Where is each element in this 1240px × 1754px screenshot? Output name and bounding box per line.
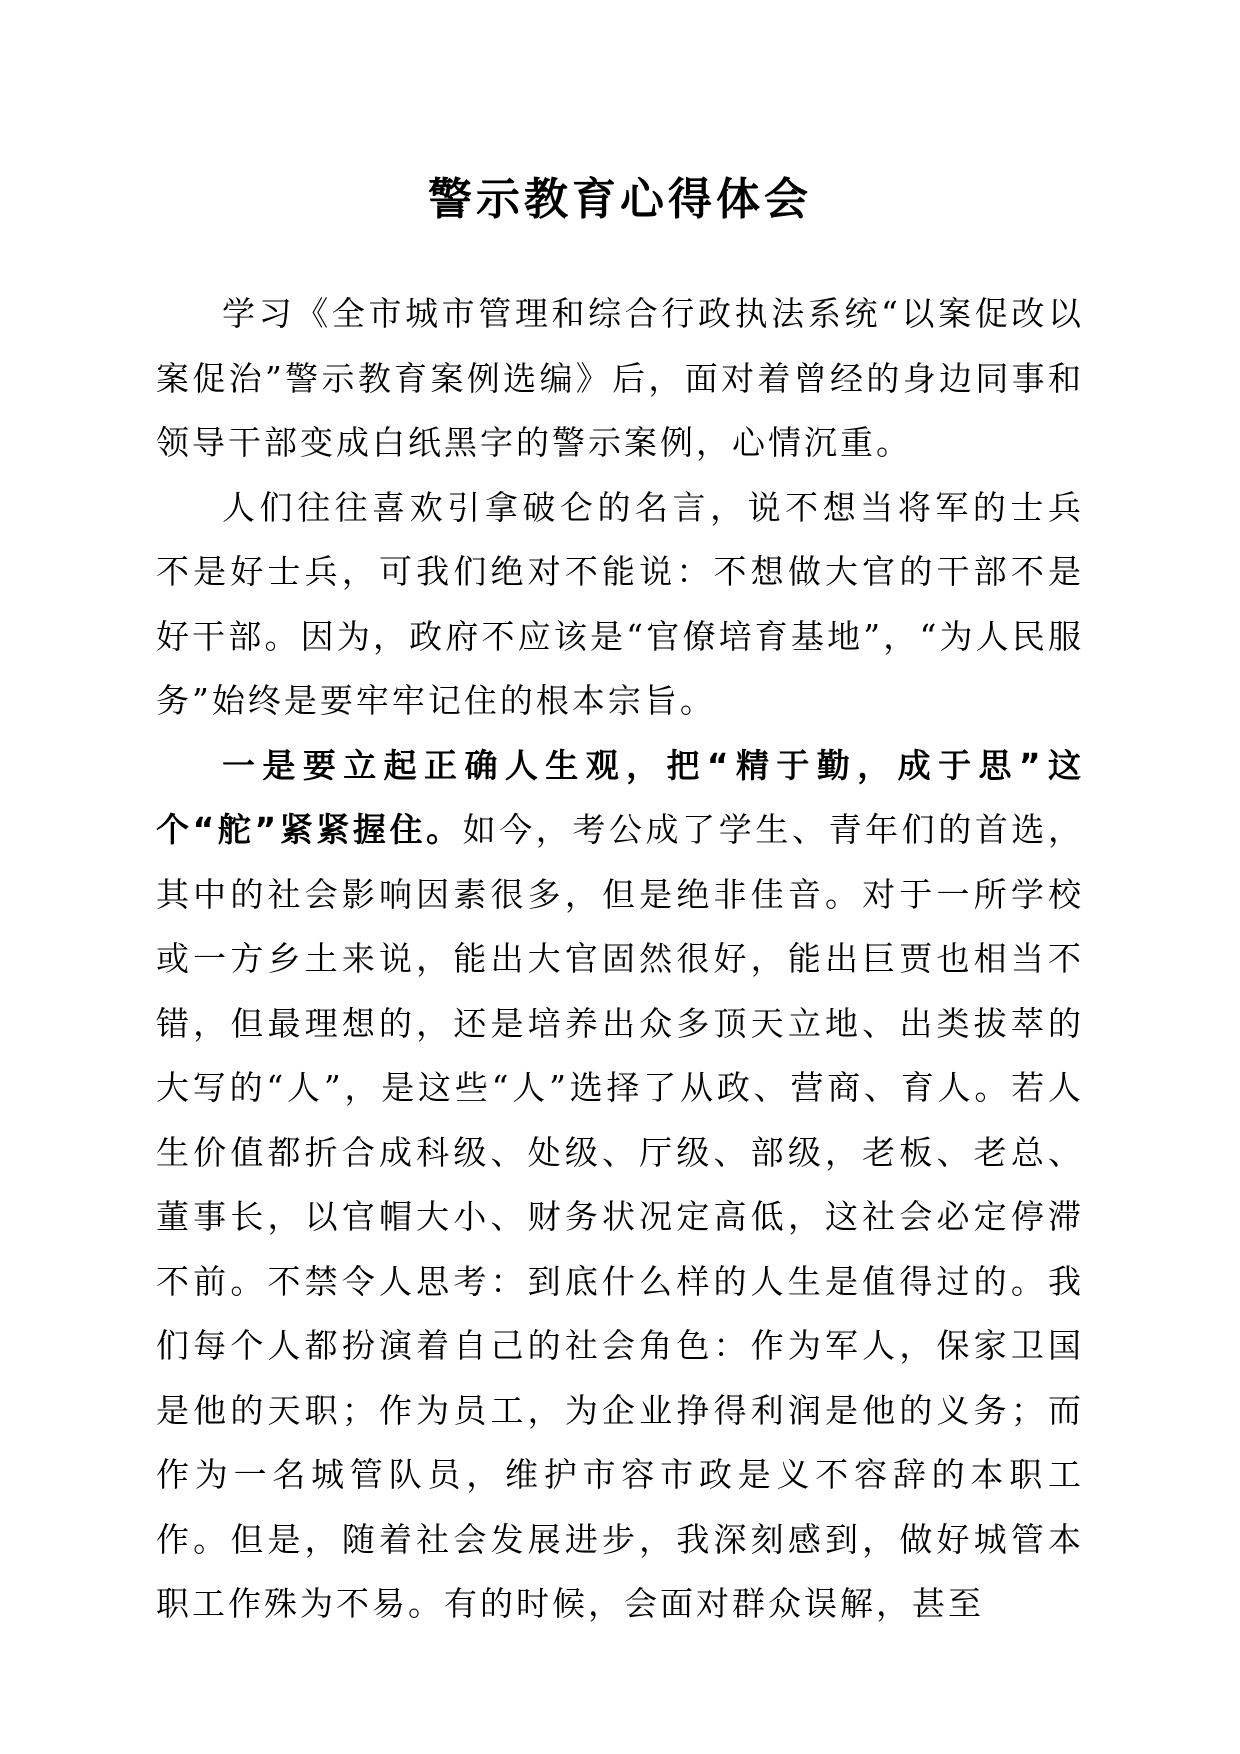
paragraph-intro	[156, 282, 1084, 476]
paragraph-napoleon	[156, 476, 1084, 734]
paragraph-lead-heading: 一是要立起正确人生观，把“精于勤，成于思”这个“舵”紧紧握住。	[156, 745, 1084, 849]
document-page	[156, 170, 1084, 1637]
document-title: 警示教育心得体会	[428, 174, 812, 225]
paragraph-point-one	[156, 734, 1084, 1637]
paragraph-text: 人们往往喜欢引拿破仑的名言，说不想当将军的士兵不是好士兵，可我们绝对不能说：不想做大官的干部不是好干部。因为，政府不应该是“官僚培育基地”，“为人民服务”始终是要牢牢记住的根本宗旨。	[156, 487, 1084, 720]
paragraph-text: 如今，考公成了学生、青年们的首选，其中的社会影响因素很多，但是绝非佳音。对于一所学校或一方乡土来说，能出大官固然很好，能出巨贾也相当不错，但最理想的，还是培养出众多顶天立地、出类拔萃的大写的“人”，是这些“人”选择了从政、营商、育人。若人生价值都折合成科级、处级、厅级、部级，老板、老总、董事长，以官帽大小、财务状况定高低，这社会必定停滞不前。不禁令人思考：到底什么样的人生是值得过的。我们每个人都扮演着自己的社会角色：作为军人，保家卫国是他的天职；作为员工，为企业挣得利润是他的义务；而作为一名城管队员，维护市容市政是义不容辞的本职工作。但是，随着社会发展进步，我深刻感到，做好城管本职工作殊为不易。有的时候，会面对群众误解，甚至	[156, 810, 1084, 1623]
paragraph-text: 学习《全市城市管理和综合行政执法系统“以案促改以案促治”警示教育案例选编》后，面对着曾经的身边同事和领导干部变成白纸黑字的警示案例，心情沉重。	[156, 294, 1084, 462]
